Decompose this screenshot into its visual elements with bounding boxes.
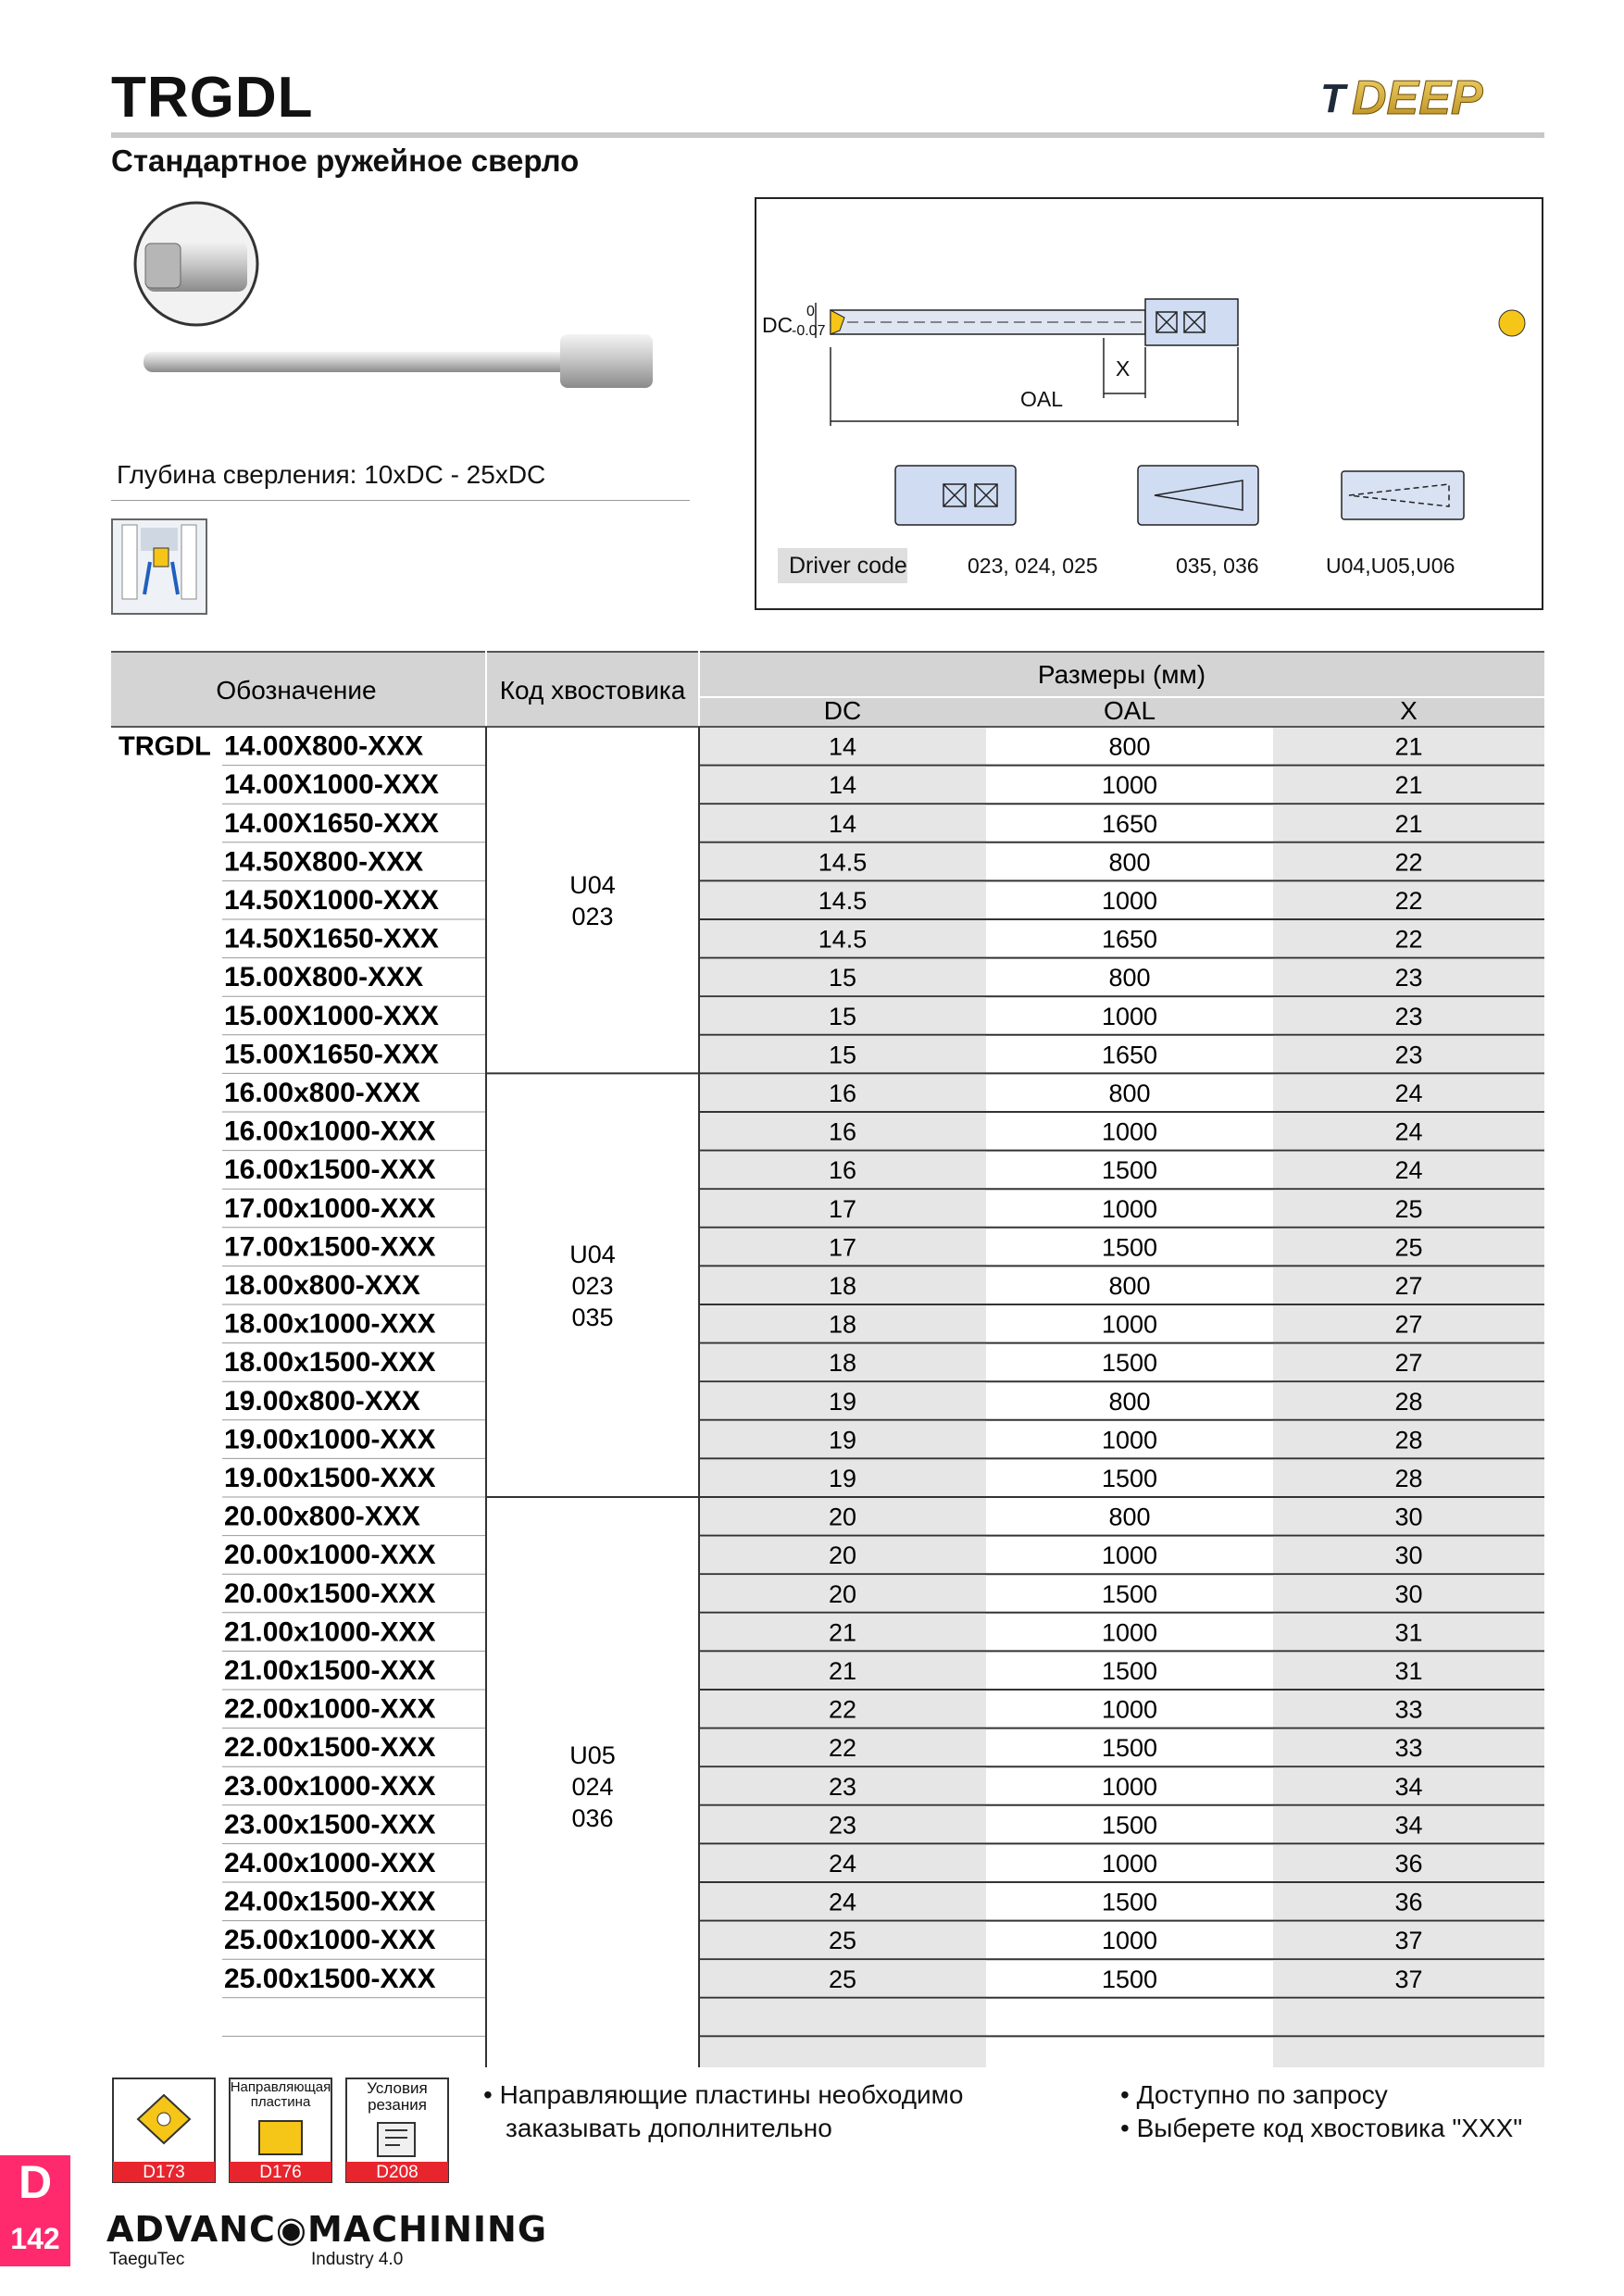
row-designation: 16.00x1000-XXX — [224, 1116, 436, 1147]
header-dc: DC — [823, 696, 862, 725]
shank-code: 035 — [571, 1304, 614, 1332]
row-designation: 21.00x1000-XXX — [224, 1616, 436, 1648]
row-x: 37 — [1394, 1965, 1423, 1993]
row-oal: 800 — [1108, 732, 1151, 761]
shank-code: U04 — [569, 871, 616, 900]
section-letter: D — [18, 2156, 53, 2208]
row-x: 28 — [1394, 1465, 1423, 1492]
row-dc: 20 — [828, 1503, 857, 1531]
row-oal: 1500 — [1101, 1888, 1158, 1916]
row-dc: 15 — [828, 1041, 857, 1069]
row-oal: 1000 — [1101, 1541, 1158, 1570]
row-designation: 17.00x1000-XXX — [224, 1192, 436, 1224]
driver-code-3: U04,U05,U06 — [1326, 554, 1455, 578]
cell-dc-bg — [699, 2037, 986, 2067]
shank-code: U04 — [569, 1241, 616, 1269]
row-designation: 21.00x1500-XXX — [224, 1655, 436, 1686]
page-number: 142 — [10, 2222, 60, 2255]
row-dc: 17 — [828, 1233, 857, 1262]
cell-x-bg — [1273, 1999, 1544, 2036]
shank-code: 023 — [571, 1272, 614, 1301]
row-oal: 1650 — [1101, 809, 1158, 838]
row-dc: 23 — [828, 1772, 857, 1801]
table-grid — [111, 651, 1544, 2067]
row-designation: 14.00X1650-XXX — [224, 807, 439, 839]
row-x: 33 — [1394, 1734, 1423, 1763]
row-designation: 14.00X1000-XXX — [224, 769, 439, 801]
page-title: TRGDL — [111, 66, 314, 130]
row-x: 24 — [1394, 1117, 1423, 1146]
row-x: 21 — [1394, 809, 1423, 838]
row-dc: 14 — [828, 809, 857, 838]
header-designation: Обозначение — [216, 676, 377, 705]
drilling-depth: Глубина сверления: 10xDC - 25xDC — [117, 460, 546, 489]
row-dc: 24 — [828, 1850, 857, 1878]
row-designation: 18.00x1500-XXX — [224, 1347, 436, 1379]
drill-photo — [125, 199, 699, 440]
shank-code: 024 — [571, 1773, 614, 1801]
cutting-conditions-label: Условия резания — [367, 2079, 428, 2114]
divider — [111, 500, 690, 501]
note-on-request: • Доступно по запросу — [1120, 2080, 1388, 2109]
row-dc: 20 — [828, 1579, 857, 1608]
row-x: 25 — [1394, 1194, 1423, 1223]
row-oal: 1650 — [1101, 925, 1158, 954]
row-x: 28 — [1394, 1387, 1423, 1416]
row-dc: 16 — [828, 1156, 857, 1185]
row-oal: 1650 — [1101, 1041, 1158, 1069]
shank-code: 036 — [571, 1804, 614, 1832]
row-x: 36 — [1394, 1888, 1423, 1916]
row-designation: 25.00x1500-XXX — [224, 1963, 436, 1994]
row-oal: 1500 — [1101, 1156, 1158, 1185]
row-x: 27 — [1394, 1310, 1423, 1339]
row-designation: 20.00x1000-XXX — [224, 1540, 436, 1571]
row-dc: 21 — [828, 1657, 857, 1685]
header-x: X — [1400, 696, 1418, 725]
row-dc: 20 — [828, 1541, 857, 1570]
row-oal: 1500 — [1101, 1579, 1158, 1608]
row-x: 21 — [1394, 771, 1423, 800]
header-shank-code: Код хвостовика — [499, 676, 686, 705]
row-dc: 18 — [828, 1349, 857, 1378]
row-dc: 16 — [828, 1079, 857, 1107]
row-dc: 19 — [828, 1387, 857, 1416]
row-designation: 24.00x1500-XXX — [224, 1886, 436, 1917]
row-dc: 14.5 — [818, 848, 868, 877]
header-oal: OAL — [1103, 696, 1156, 725]
row-dc: 25 — [828, 1965, 857, 1993]
row-oal: 800 — [1108, 964, 1151, 992]
row-oal: 1000 — [1101, 1002, 1158, 1030]
row-designation: 15.00X1650-XXX — [224, 1039, 439, 1070]
row-oal: 800 — [1108, 1503, 1151, 1531]
row-oal: 800 — [1108, 1387, 1151, 1416]
row-designation: 25.00x1000-XXX — [224, 1925, 436, 1956]
row-x: 31 — [1394, 1657, 1423, 1685]
series-prefix: TRGDL — [119, 731, 211, 762]
row-designation: 18.00x800-XXX — [224, 1270, 420, 1301]
row-x: 27 — [1394, 1272, 1423, 1300]
dc-tolerance-upper: 0 — [806, 304, 815, 319]
row-dc: 19 — [828, 1465, 857, 1492]
row-designation: 18.00x1000-XXX — [224, 1308, 436, 1340]
row-designation: 19.00x800-XXX — [224, 1385, 420, 1416]
header-rule — [111, 132, 1544, 138]
row-oal: 1000 — [1101, 1772, 1158, 1801]
dc-tolerance-lower: -0.07 — [792, 323, 826, 339]
row-dc: 23 — [828, 1811, 857, 1840]
row-dc: 25 — [828, 1927, 857, 1955]
row-oal: 1000 — [1101, 1695, 1158, 1724]
row-designation: 14.50X800-XXX — [224, 846, 424, 878]
row-x: 30 — [1394, 1579, 1423, 1608]
row-dc: 14.5 — [818, 925, 868, 954]
row-designation: 15.00X1000-XXX — [224, 1000, 439, 1031]
row-dc: 19 — [828, 1426, 857, 1454]
note-shank-code: • Выберете код хвостовика "XXX" — [1120, 2114, 1523, 2142]
row-designation: 19.00x1500-XXX — [224, 1463, 436, 1493]
row-x: 27 — [1394, 1349, 1423, 1378]
row-dc: 15 — [828, 964, 857, 992]
row-dc: 24 — [828, 1888, 857, 1916]
row-designation: 15.00X800-XXX — [224, 962, 424, 993]
row-dc: 16 — [828, 1117, 857, 1146]
brand-tagline: Industry 4.0 — [311, 2250, 404, 2269]
row-x: 30 — [1394, 1541, 1423, 1570]
technical-diagram — [755, 197, 1543, 610]
row-dc: 21 — [828, 1618, 857, 1647]
row-oal: 1000 — [1101, 1927, 1158, 1955]
row-x: 28 — [1394, 1426, 1423, 1454]
row-x: 36 — [1394, 1850, 1423, 1878]
row-oal: 800 — [1108, 1272, 1151, 1300]
row-designation: 23.00x1000-XXX — [224, 1770, 436, 1802]
dc-label: DC — [762, 313, 793, 337]
row-oal: 800 — [1108, 848, 1151, 877]
row-dc: 14.5 — [818, 887, 868, 915]
row-dc: 17 — [828, 1194, 857, 1223]
row-x: 22 — [1394, 925, 1423, 954]
row-designation: 19.00x1000-XXX — [224, 1424, 436, 1455]
drill-drawing — [756, 199, 1542, 608]
driver-code-2: 035, 036 — [1176, 554, 1259, 578]
row-dc: 18 — [828, 1310, 857, 1339]
row-designation: 17.00x1500-XXX — [224, 1231, 436, 1263]
row-x: 22 — [1394, 848, 1423, 877]
row-designation: 22.00x1000-XXX — [224, 1693, 436, 1725]
cutting-conditions-ref[interactable]: D208 — [376, 2163, 418, 2182]
row-oal: 1000 — [1101, 771, 1158, 800]
row-oal: 1000 — [1101, 887, 1158, 915]
row-x: 23 — [1394, 964, 1423, 992]
row-designation: 20.00x800-XXX — [224, 1501, 420, 1532]
application-icon — [111, 518, 207, 615]
row-x: 21 — [1394, 732, 1423, 761]
note-guide-pads-cont: заказывать дополнительно — [506, 2114, 832, 2142]
row-designation: 22.00x1500-XXX — [224, 1732, 436, 1764]
row-oal: 1000 — [1101, 1194, 1158, 1223]
driver-code-label: Driver code — [778, 548, 907, 583]
row-designation: 16.00x800-XXX — [224, 1078, 420, 1108]
row-designation: 24.00x1000-XXX — [224, 1848, 436, 1878]
row-designation: 23.00x1500-XXX — [224, 1809, 436, 1841]
page-subtitle: Стандартное ружейное сверло — [111, 144, 580, 178]
row-x: 23 — [1394, 1002, 1423, 1030]
row-x: 34 — [1394, 1811, 1423, 1840]
row-x: 37 — [1394, 1927, 1423, 1955]
row-oal: 1500 — [1101, 1233, 1158, 1262]
cell-dc-bg — [699, 1999, 986, 2036]
row-oal: 1500 — [1101, 1811, 1158, 1840]
row-x: 34 — [1394, 1772, 1423, 1801]
oal-dimension-label: OAL — [1020, 387, 1064, 411]
row-designation: 14.00X800-XXX — [224, 730, 424, 762]
row-oal: 1500 — [1101, 1657, 1158, 1685]
row-dc: 14 — [828, 732, 857, 761]
cell-x-bg — [1273, 2037, 1544, 2067]
brand-logo: ADVANC◉MACHINING — [106, 2209, 548, 2250]
row-dc: 22 — [828, 1695, 857, 1724]
row-x: 33 — [1394, 1695, 1423, 1724]
row-designation: 14.50X1650-XXX — [224, 923, 439, 955]
row-oal: 1500 — [1101, 1465, 1158, 1492]
svg-text:T: T — [1320, 76, 1345, 121]
row-designation: 16.00x1500-XXX — [224, 1154, 436, 1186]
row-designation: 20.00x1500-XXX — [224, 1578, 436, 1609]
header-dimensions: Размеры (мм) — [1037, 660, 1206, 689]
row-dc: 18 — [828, 1272, 857, 1300]
row-oal: 1000 — [1101, 1850, 1158, 1878]
row-oal: 1500 — [1101, 1965, 1158, 1993]
svg-text:DEEP: DEEP — [1352, 71, 1483, 125]
row-x: 31 — [1394, 1618, 1423, 1647]
driver-shapes — [886, 458, 1534, 532]
note-guide-pads: • Направляющие пластины необходимо — [483, 2080, 964, 2109]
row-x: 24 — [1394, 1079, 1423, 1107]
row-oal: 1000 — [1101, 1426, 1158, 1454]
guide-pad-label: Направляющая пластина — [230, 2079, 331, 2110]
driver-code-1: 023, 024, 025 — [968, 554, 1098, 578]
row-x: 22 — [1394, 887, 1423, 915]
product-table — [111, 651, 1544, 2072]
tdeep-logo — [1315, 69, 1546, 125]
row-dc: 22 — [828, 1734, 857, 1763]
row-designation: 14.50X1000-XXX — [224, 885, 439, 916]
row-oal: 1000 — [1101, 1618, 1158, 1647]
shank-code: U05 — [569, 1741, 616, 1769]
row-oal: 1500 — [1101, 1734, 1158, 1763]
brand-company: TaeguTec — [109, 2250, 185, 2269]
row-x: 25 — [1394, 1233, 1423, 1262]
insert-ref[interactable]: D173 — [143, 2163, 185, 2182]
row-oal: 1500 — [1101, 1349, 1158, 1378]
guide-pad-ref[interactable]: D176 — [259, 2163, 302, 2182]
row-dc: 14 — [828, 771, 857, 800]
row-x: 24 — [1394, 1156, 1423, 1185]
row-x: 30 — [1394, 1503, 1423, 1531]
row-dc: 15 — [828, 1002, 857, 1030]
shank-code: 023 — [571, 903, 614, 931]
row-oal: 1000 — [1101, 1117, 1158, 1146]
row-oal: 1000 — [1101, 1310, 1158, 1339]
row-x: 23 — [1394, 1041, 1423, 1069]
row-oal: 800 — [1108, 1079, 1151, 1107]
x-dimension-label: X — [1116, 356, 1131, 381]
